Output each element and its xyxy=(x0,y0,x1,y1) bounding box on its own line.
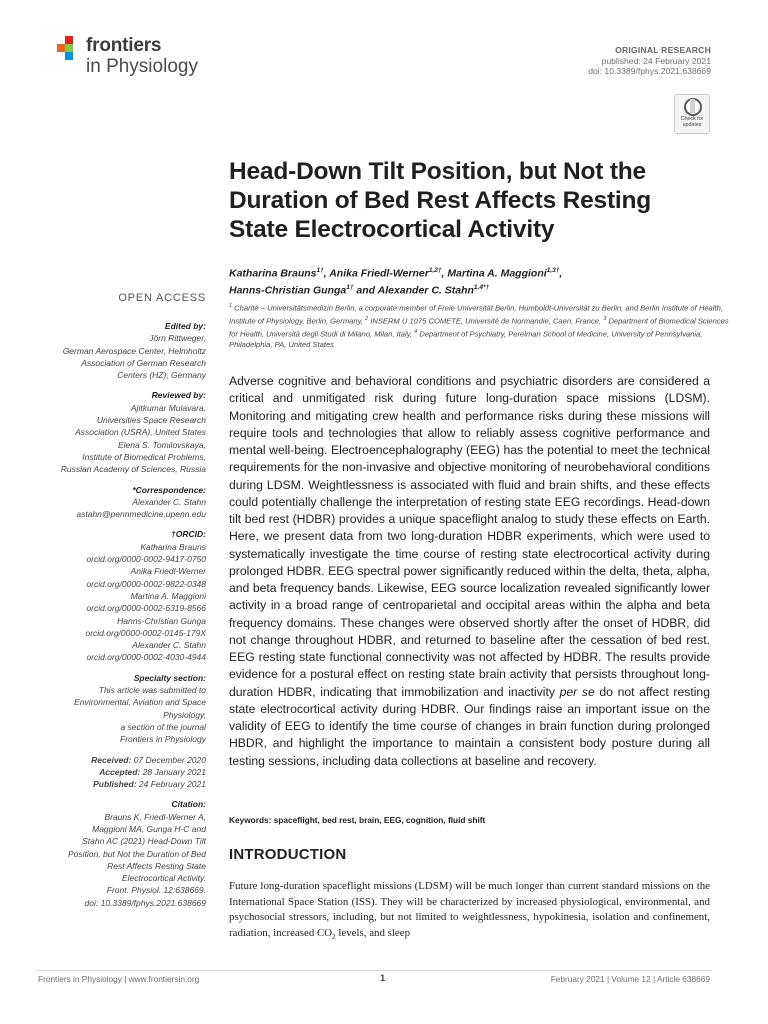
author-affiliation-mark: 1,4*† xyxy=(473,284,490,291)
date-value: 07 December 2020 xyxy=(131,754,206,765)
author-name: Hanns-Christian Gunga xyxy=(229,284,347,297)
check-for-updates-button[interactable] xyxy=(674,94,710,134)
section-heading-introduction: INTRODUCTION xyxy=(229,846,347,863)
author-separator: and xyxy=(353,284,378,297)
author-name: Martina A. Maggioni xyxy=(447,267,547,280)
article-doi[interactable]: doi: 10.3389/fphys.2021.638669 xyxy=(588,66,711,76)
check-updates-label: Check for xyxy=(680,116,704,122)
sidebar-line: Alexander C. Stahn xyxy=(132,640,206,651)
date-label: Accepted: xyxy=(99,766,141,777)
logo-wordmark-frontiers: frontiers xyxy=(86,35,162,56)
sidebar-heading-specialty: Specialty section: xyxy=(133,672,206,683)
author-affiliation-mark: 1,3† xyxy=(546,267,560,274)
affiliation-number: 1 xyxy=(229,303,233,309)
affiliation-text: Department of Biomedical Sciences for Health, Università degli Studi di Milano, Milan, Italy, xyxy=(229,316,729,339)
sidebar-line: astahn@pennmedicine.upenn.edu xyxy=(76,509,206,520)
sidebar-line: Association (USRA), United States xyxy=(75,427,206,438)
sidebar-line: orcid.org/0000-0002-6319-8566 xyxy=(86,603,206,614)
affiliations xyxy=(229,301,729,351)
logo-wordmark-journal: in Physiology xyxy=(86,56,198,77)
sidebar-line: Front. Physiol. 12:638669. xyxy=(106,885,206,896)
sidebar-line: Rest Affects Resting State xyxy=(107,860,206,871)
sidebar-gap xyxy=(36,790,206,798)
author-name: Anika Friedl-Werner xyxy=(329,267,429,280)
date-value: 24 February 2021 xyxy=(136,779,206,790)
footer-divider xyxy=(36,970,712,971)
footer-volume: February 2021 | Volume 12 | Article 638669 xyxy=(550,974,710,984)
title-line: Duration of Bed Rest Affects Resting xyxy=(229,187,652,214)
sidebar-line: Jörn Rittweger, xyxy=(149,333,206,344)
sidebar-line: Institute of Biomedical Problems, xyxy=(82,451,206,462)
sidebar-line: Position, but Not the Duration of Bed xyxy=(68,848,206,859)
sidebar-line: Physiology, xyxy=(163,709,206,720)
affiliation-number: 2 xyxy=(365,315,369,322)
date-label: Received: xyxy=(91,754,132,765)
abstract-italic: per se xyxy=(559,684,595,699)
sidebar-heading-edited-by: Edited by: xyxy=(164,321,206,331)
author-affiliation-mark: 1† xyxy=(316,267,324,274)
sidebar-date-row xyxy=(36,766,206,778)
sidebar-gap xyxy=(36,476,206,484)
article-sidebar xyxy=(36,320,206,917)
page-number: 1 xyxy=(380,973,386,984)
sidebar-line: Brauns K, Friedl-Werner A, xyxy=(104,811,206,822)
sidebar-date-row xyxy=(36,778,206,790)
open-access-label: OPEN ACCESS xyxy=(118,292,206,304)
author-separator: , xyxy=(323,267,330,280)
footer-journal[interactable]: Frontiers in Physiology | www.frontiersin.org xyxy=(38,974,200,984)
author-name: Katharina Brauns xyxy=(229,267,317,280)
intro-text: Future long-duration spaceflight missions (LDSM) will be much longer than current standard missions on the International Space Station (ISS). They will be characterized by increased physiological, environmental, and psychosocial stressors, including, but not limited to weightlessness, hypokinesia, isolation and confinement, radiation, increased CO xyxy=(229,880,710,940)
abstract-text: Adverse cognitive and behavioral conditions and psychiatric disorders are considered a critical and unmitigated risk during future long-duration space missions (LDSM). Monitoring and mitigating crew health and performance risks during these missions will require tools and technologies that allow to reliably assess cognitive performance and mental well-being. Electroencephalography (EEG) has the potential to meet the technical requirements for the non-invasive and objective monitoring of neurobehavioral conditions during LDSM. Weightlessness is associated with fluid and brain shifts, and these effects could potentially challenge the interpretation of resting state EEG recordings. Head-down tilt bed rest (HDBR) provides a unique spaceflight analog to study these effects on Earth. Here, we present data from two long-duration HDBR experiments, which were used to systematically investigate the time course of resting state electrocortical activity during prolonged HDBR. EEG spectral power significantly reduced within the delta, theta, alpha, and beta frequency bands. Likewise, EEG source localization revealed significantly lower activity in a broad range of centroparietal and occipital areas within the alpha and beta frequency domains. These changes were observed shortly after the onset of HDBR, did not change throughout HDBR, and returned to baseline after the cessation of bed rest. EEG resting state functional connectivity was not affected by HDBR. The results provide evidence for a postural effect on resting state brain activity that persists throughout long-duration HDBR, indicating that immobilization and inactivity xyxy=(229,374,710,699)
keywords: Keywords: spaceflight, bed rest, brain, EEG, cognition, fluid shift xyxy=(229,815,486,825)
sidebar-line: orcid.org/0000-0002-9417-0750 xyxy=(86,554,206,565)
sidebar-line: Martina A. Maggioni xyxy=(130,590,206,601)
sidebar-line: doi: 10.3389/fphys.2021.638669 xyxy=(84,897,206,908)
title-line: State Electrocortical Activity xyxy=(229,216,555,243)
sidebar-gap xyxy=(36,746,206,754)
sidebar-line: Electrocortical Activity. xyxy=(121,873,206,884)
sidebar-gap xyxy=(36,381,206,389)
sidebar-line: Centers (HZ), Germany xyxy=(117,370,206,381)
sidebar-line: Anika Friedl-Werner xyxy=(130,566,206,577)
author-name: Alexander C. Stahn xyxy=(377,284,474,297)
author-affiliation-mark: 1,2† xyxy=(428,267,442,274)
sidebar-line: Maggioni MA, Gunga H-C and xyxy=(92,823,206,834)
sidebar-gap xyxy=(36,520,206,528)
abstract xyxy=(229,373,710,770)
article-type: ORIGINAL RESEARCH xyxy=(615,45,711,55)
affiliation-number: 3 xyxy=(603,315,607,322)
sidebar-line: orcid.org/0000-0002-9822-0348 xyxy=(86,578,206,589)
author-list xyxy=(229,264,729,298)
sidebar-line: Ajitkumar Mulavara, xyxy=(130,402,206,413)
sidebar-heading-reviewed-by: Reviewed by: xyxy=(151,390,206,401)
sidebar-line: Katharina Brauns xyxy=(140,541,206,552)
sidebar-date-row xyxy=(36,754,206,766)
sidebar-heading-citation: Citation: xyxy=(171,799,206,810)
sidebar-line: Association of German Research xyxy=(81,357,206,368)
affiliation-number: 4 xyxy=(414,328,418,335)
article-meta xyxy=(588,45,711,77)
sidebar-line: This article was submitted to xyxy=(98,685,206,696)
sidebar-line: Russian Academy of Sciences, Russia xyxy=(60,464,206,475)
sidebar-heading-orcid: †ORCID: xyxy=(171,529,206,540)
sidebar-heading-correspondence: *Correspondence: xyxy=(132,484,206,495)
author-affiliation-mark: 1† xyxy=(346,284,354,291)
sidebar-line: a section of the journal xyxy=(120,721,206,732)
sidebar-line: Hanns-Christian Gunga xyxy=(117,615,206,626)
intro-text-2: levels, and sleep xyxy=(335,927,411,940)
sidebar-line: German Aerospace Center, Helmholtz xyxy=(62,345,206,356)
intro-subscript: 2 xyxy=(332,933,336,942)
sidebar-line: Alexander C. Stahn xyxy=(132,496,206,507)
sidebar-line: Frontiers in Physiology xyxy=(120,734,206,745)
abstract-text-2: do not affect resting state electrocortical activity during HDBR. Our findings raise an important issue on the validity of EEG to identify the time course of changes in brain function during prolonged HBDR, and highlight the importance to maintain a consistent body posture during all testing sessions, including data collections at baseline and recovery. xyxy=(229,684,710,768)
sidebar-line: Universities Space Research xyxy=(96,415,206,426)
sidebar-line: Elena S. Tomilovskaya, xyxy=(117,439,206,450)
article-title xyxy=(229,157,729,244)
check-updates-label-2: updates xyxy=(682,121,702,128)
date-value: 28 January 2021 xyxy=(140,766,206,777)
frontiers-logo-icon xyxy=(56,35,82,61)
sidebar-line: orcid.org/0000-0002-0145-179X xyxy=(85,627,206,638)
affiliation-text: Charité – Universitätsmedizin Berlin, a corporate member of Freie Universität Berlin, Humboldt-Universität zu Berlin, and Berlin Institute of Health, Institute of Physiology, Berlin, Germany, xyxy=(229,303,723,326)
sidebar-gap xyxy=(36,664,206,672)
author-separator: , xyxy=(441,267,448,280)
sidebar-line: orcid.org/0000-0002-4030-4944 xyxy=(86,652,206,663)
introduction-paragraph xyxy=(229,879,710,946)
title-line: Head-Down Tilt Position, but Not the xyxy=(229,158,646,185)
author-separator: , xyxy=(559,267,563,280)
affiliation-text: INSERM U 1075 COMETE, Université de Normandie, Caen, France, xyxy=(368,316,604,326)
sidebar-line: Environmental, Aviation and Space xyxy=(74,697,206,708)
affiliation-text: Department of Psychiatry, Perelman School of Medicine, University of Pennsylvania, Philadelphia, PA, United States xyxy=(229,329,703,350)
check-updates-icon xyxy=(684,98,702,116)
date-label: Published: xyxy=(93,779,137,790)
sidebar-line: Stahn AC (2021) Head-Down Tilt xyxy=(82,836,206,847)
sidebar-gap xyxy=(36,909,206,917)
journal-logo xyxy=(56,33,256,83)
published-date: published: 24 February 2021 xyxy=(601,55,711,66)
